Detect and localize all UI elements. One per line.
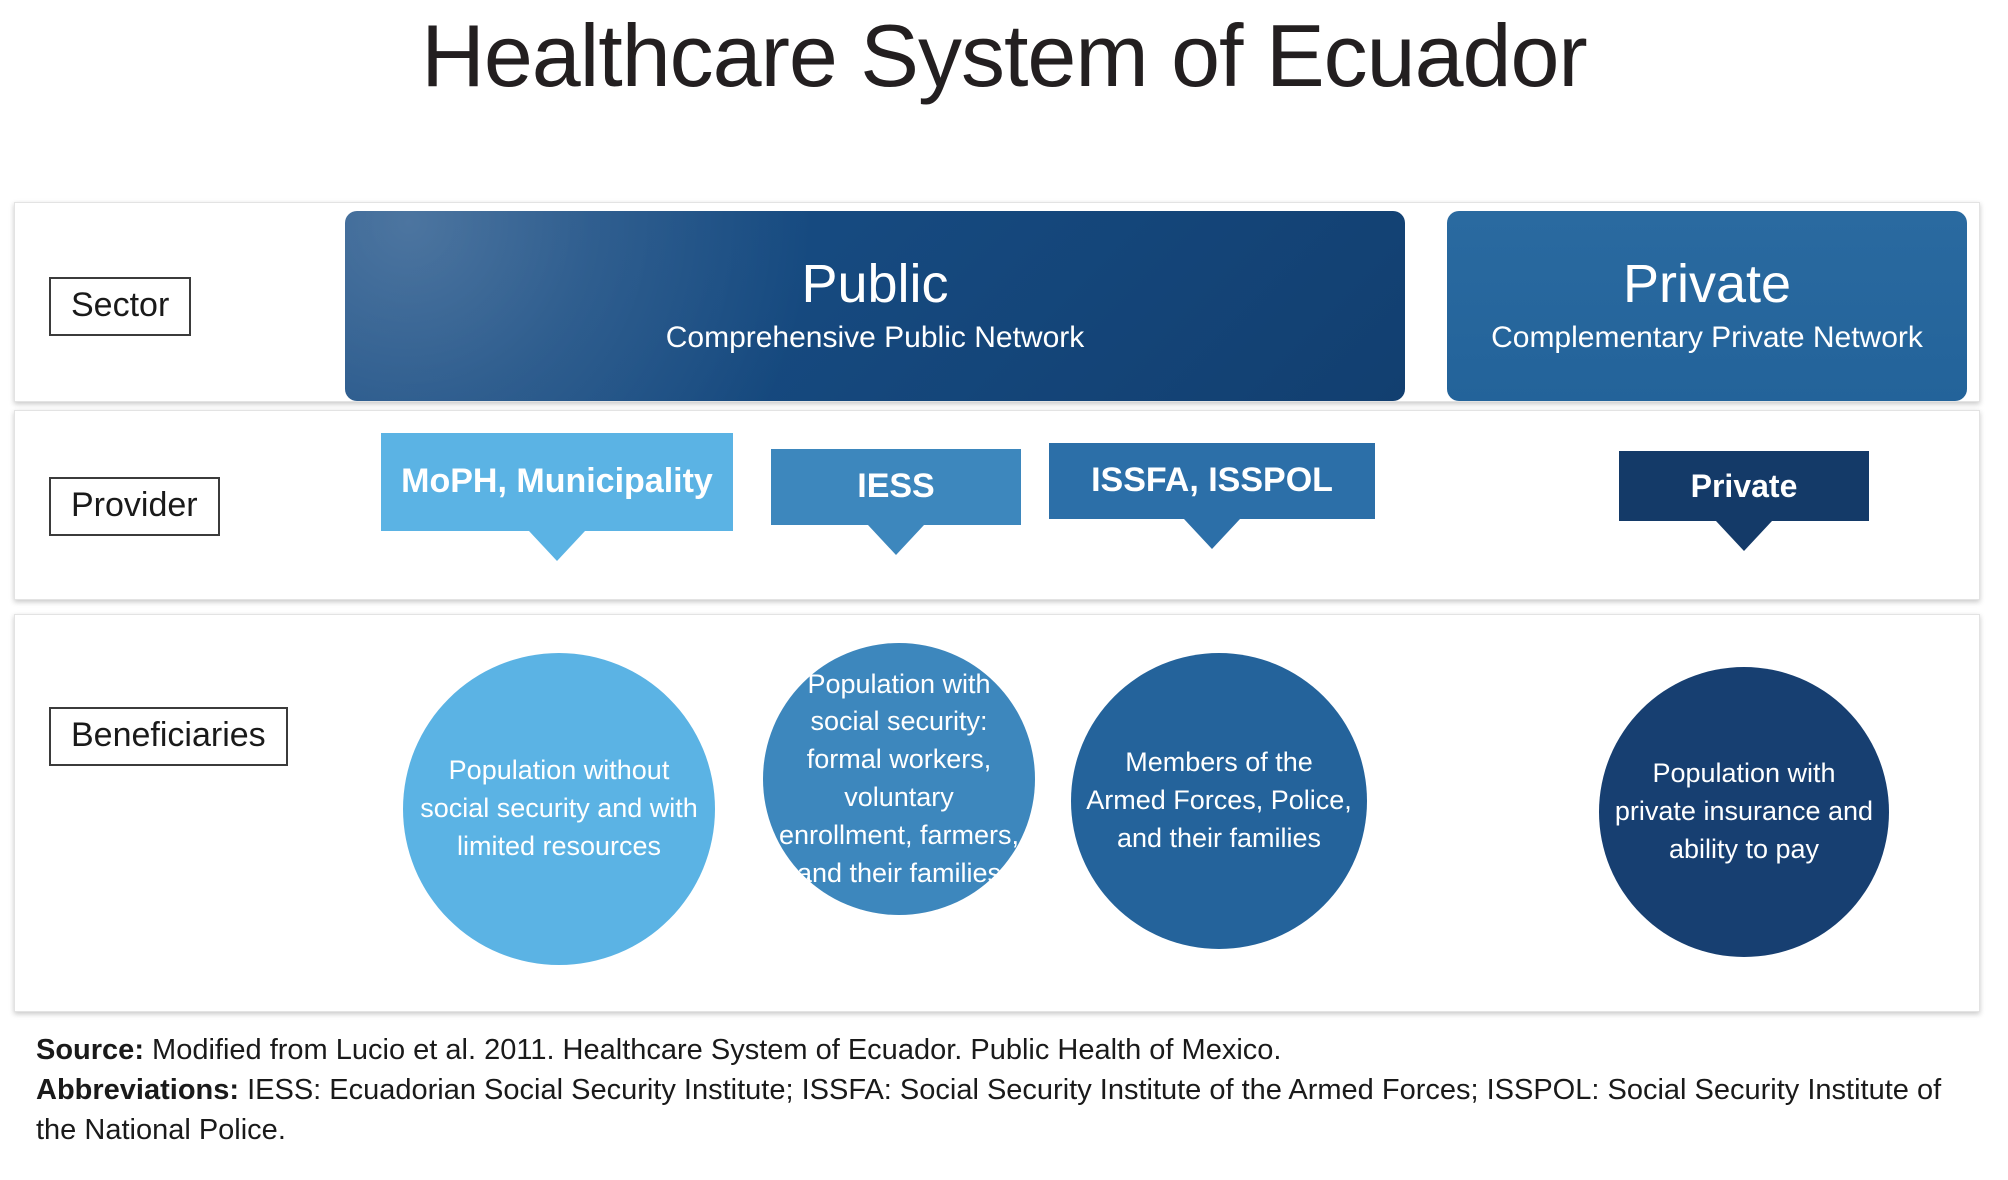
sector-private-subtitle: Complementary Private Network — [1491, 320, 1923, 354]
provider-iess — [771, 449, 1021, 525]
footnote-source-text: Modified from Lucio et al. 2011. Healthcare System of Ecuador. Public Health of Mexico. — [143, 1034, 1282, 1066]
beneficiary-circle-private — [1599, 667, 1889, 957]
beneficiary-issfa-text: Members of the Armed Forces, Police, and their families — [1086, 747, 1352, 853]
beneficiaries-row — [14, 614, 1980, 1012]
sector-block-private — [1447, 211, 1967, 401]
callout-tail-icon — [868, 525, 924, 555]
callout-tail-icon — [1184, 519, 1240, 549]
beneficiary-moph-text: Population without social security and with limited resources — [420, 755, 698, 861]
page-title: Healthcare System of Ecuador — [421, 6, 1587, 105]
row-label-beneficiaries: Beneficiaries — [49, 707, 288, 766]
sector-block-public — [345, 211, 1405, 401]
beneficiary-circle-iess — [763, 643, 1035, 915]
provider-row — [14, 410, 1980, 600]
provider-moph-municipality — [381, 433, 733, 531]
row-label-sector: Sector — [49, 277, 191, 336]
callout-tail-icon — [1716, 521, 1772, 551]
sector-public-title: Public — [801, 253, 949, 314]
beneficiary-circle-moph — [403, 653, 715, 965]
provider-iess-label: IESS — [857, 467, 935, 506]
footnote-source — [36, 1030, 1976, 1070]
provider-private-label: Private — [1690, 467, 1798, 504]
sector-row — [14, 202, 1980, 402]
row-label-provider: Provider — [49, 477, 220, 536]
footnote-abbr-text: IESS: Ecuadorian Social Security Institute; ISSFA: Social Security Institute of the Armed Forces; ISSPOL: Social Security Institute of the National Police. — [36, 1074, 1942, 1147]
callout-tail-icon — [529, 531, 585, 561]
footnote-abbreviations — [36, 1070, 1976, 1150]
beneficiary-iess-text: Population with social security: formal workers, voluntary enrollment, farmers, and their families — [778, 668, 1020, 888]
sector-private-title: Private — [1622, 253, 1792, 314]
beneficiary-circle-issfa — [1071, 653, 1367, 949]
provider-moph-label: MoPH, Municipality — [401, 462, 713, 501]
footnote-source-label: Source: — [36, 1034, 144, 1066]
beneficiary-private-text: Population with private insurance and ability to pay — [1614, 758, 1874, 864]
footnotes — [36, 1030, 1976, 1150]
sector-public-subtitle: Comprehensive Public Network — [665, 320, 1085, 354]
footnote-abbr-label: Abbreviations: — [36, 1074, 240, 1107]
provider-private — [1619, 451, 1869, 521]
provider-issfa-label: ISSFA, ISSPOL — [1091, 461, 1333, 500]
provider-issfa-isspol — [1049, 443, 1375, 519]
